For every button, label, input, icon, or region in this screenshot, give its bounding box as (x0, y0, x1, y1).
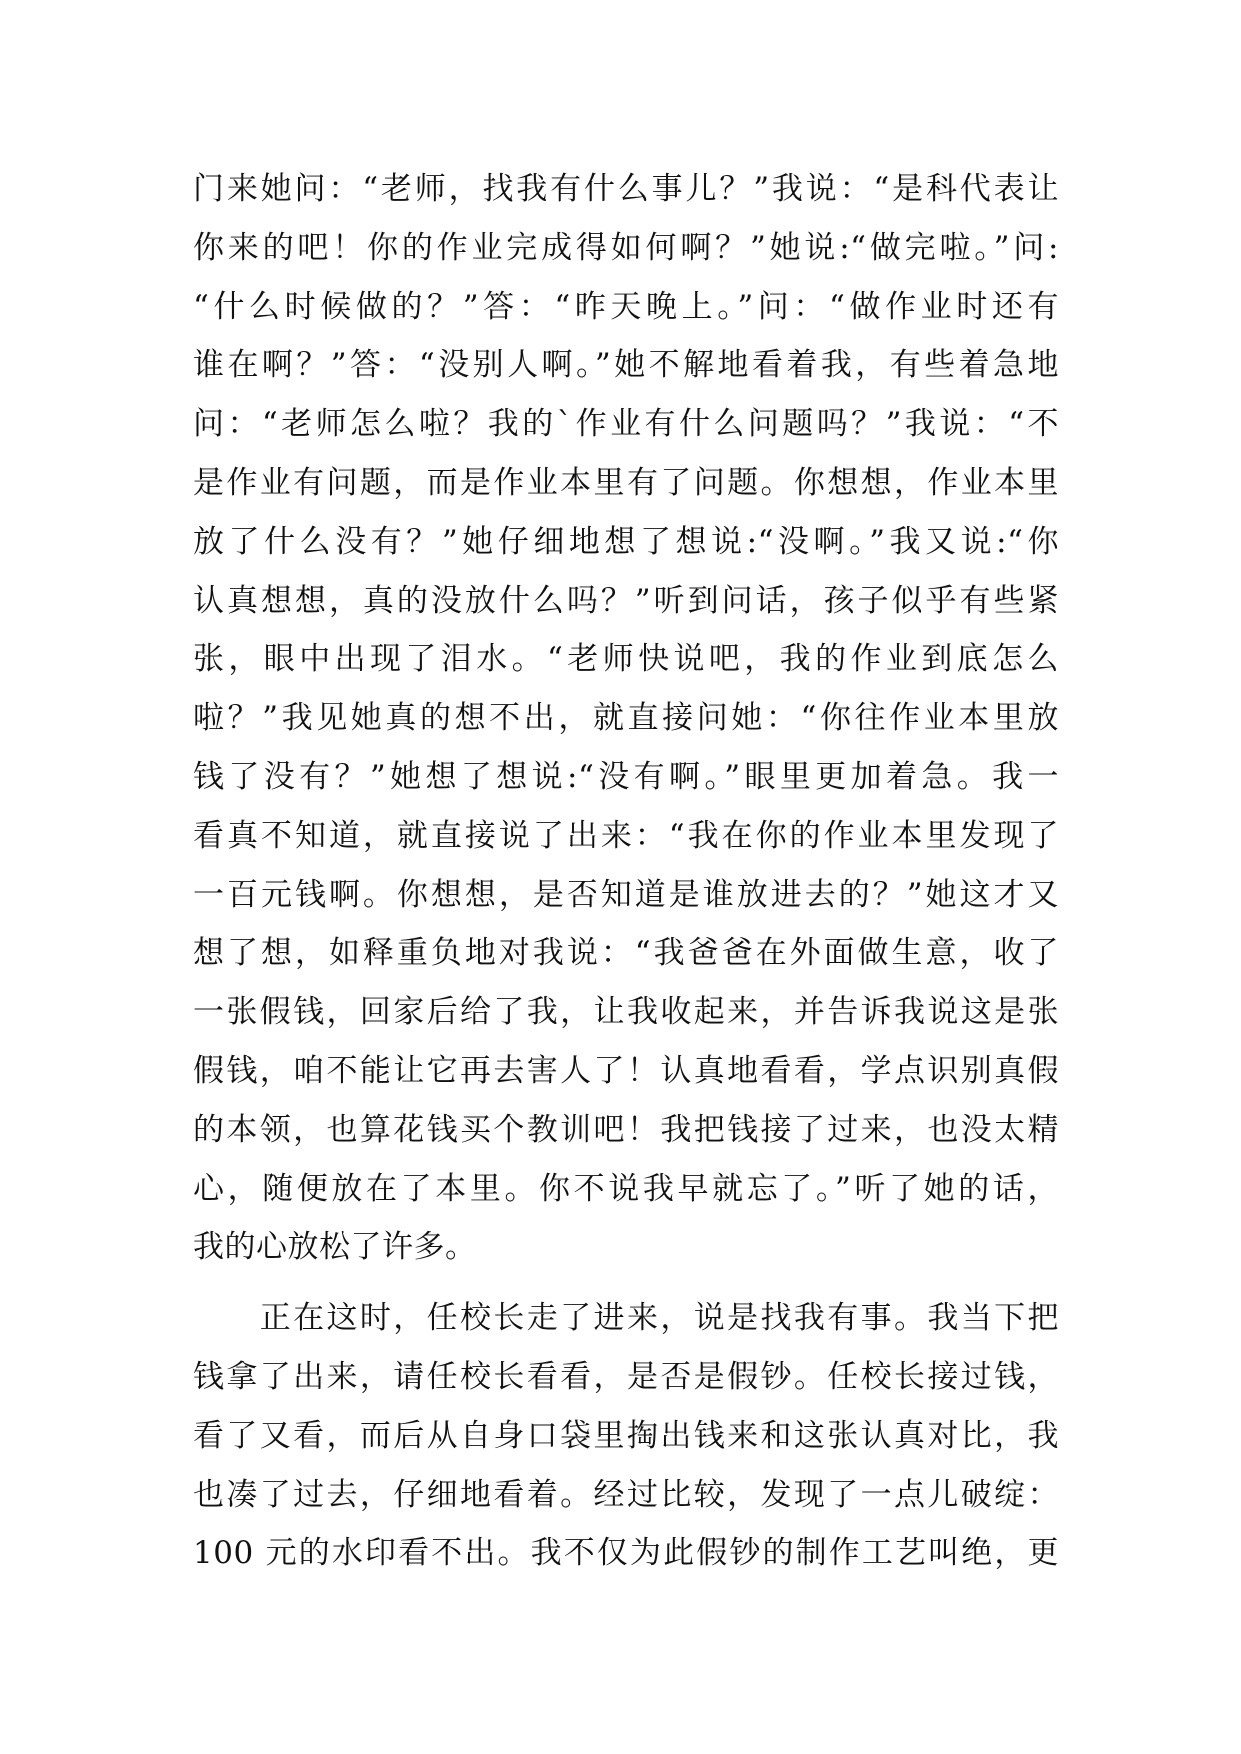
text-line: 谁在啊？”答：“没别人啊。”她不解地看着我，有些着急地 (193, 347, 1059, 384)
text-line: 想了想，如释重负地对我说：“我爸爸在外面做生意，收了 (193, 935, 1059, 972)
paragraph-2 (193, 1289, 1059, 1583)
text-line: 钱了没有？”她想了想说:“没有啊。”眼里更加着急。我一 (193, 758, 1059, 795)
text-line: 我的心放松了许多。 (193, 1229, 477, 1266)
text-line: 也凑了过去，仔细地看着。经过比较，发现了一点儿破绽： (193, 1476, 1059, 1513)
document-body (193, 160, 1059, 1583)
text-line: 看了又看，而后从自身口袋里掏出钱来和这张认真对比，我 (193, 1417, 1059, 1454)
text-line: 一张假钱，回家后给了我，让我收起来，并告诉我说这是张 (193, 994, 1059, 1031)
text-line: 100 元的水印看不出。我不仅为此假钞的制作工艺叫绝，更 (193, 1535, 1059, 1572)
text-line: 心，随便放在了本里。你不说我早就忘了。”听了她的话， (193, 1170, 1059, 1207)
text-line: 一百元钱啊。你想想，是否知道是谁放进去的？”她这才又 (193, 876, 1059, 913)
text-line: 你来的吧！你的作业完成得如何啊？”她说:“做完啦。”问: (193, 229, 1059, 266)
text-line: 问：“老师怎么啦？我的`作业有什么问题吗？”我说：“不 (193, 406, 1059, 443)
paragraph-1 (193, 160, 1059, 1277)
paragraph-gap (193, 1277, 1059, 1289)
text-line: 放了什么没有？”她仔细地想了想说:“没啊。”我又说:“你 (193, 523, 1059, 560)
text-line: 看真不知道，就直接说了出来：“我在你的作业本里发现了 (193, 817, 1059, 854)
text-line: 假钱，咱不能让它再去害人了！认真地看看，学点识别真假 (193, 1052, 1059, 1089)
text-line: 认真想想，真的没放什么吗？”听到问话，孩子似乎有些紧 (193, 582, 1059, 619)
text-line: 是作业有问题，而是作业本里有了问题。你想想，作业本里 (193, 464, 1059, 501)
text-line: 的本领，也算花钱买个教训吧！我把钱接了过来，也没太精 (193, 1111, 1059, 1148)
text-line: 张，眼中出现了泪水。“老师快说吧，我的作业到底怎么 (193, 641, 1059, 678)
text-line: 钱拿了出来，请任校长看看，是否是假钞。任校长接过钱， (193, 1358, 1059, 1395)
text-line: 啦？”我见她真的想不出，就直接问她：“你往作业本里放 (193, 700, 1059, 737)
text-line: 门来她问：“老师，找我有什么事儿？”我说：“是科代表让 (193, 171, 1059, 207)
text-line: “什么时候做的？”答：“昨天晚上。”问：“做作业时还有 (193, 288, 1059, 325)
text-line: 正在这时，任校长走了进来，说是找我有事。我当下把 (193, 1300, 1059, 1337)
